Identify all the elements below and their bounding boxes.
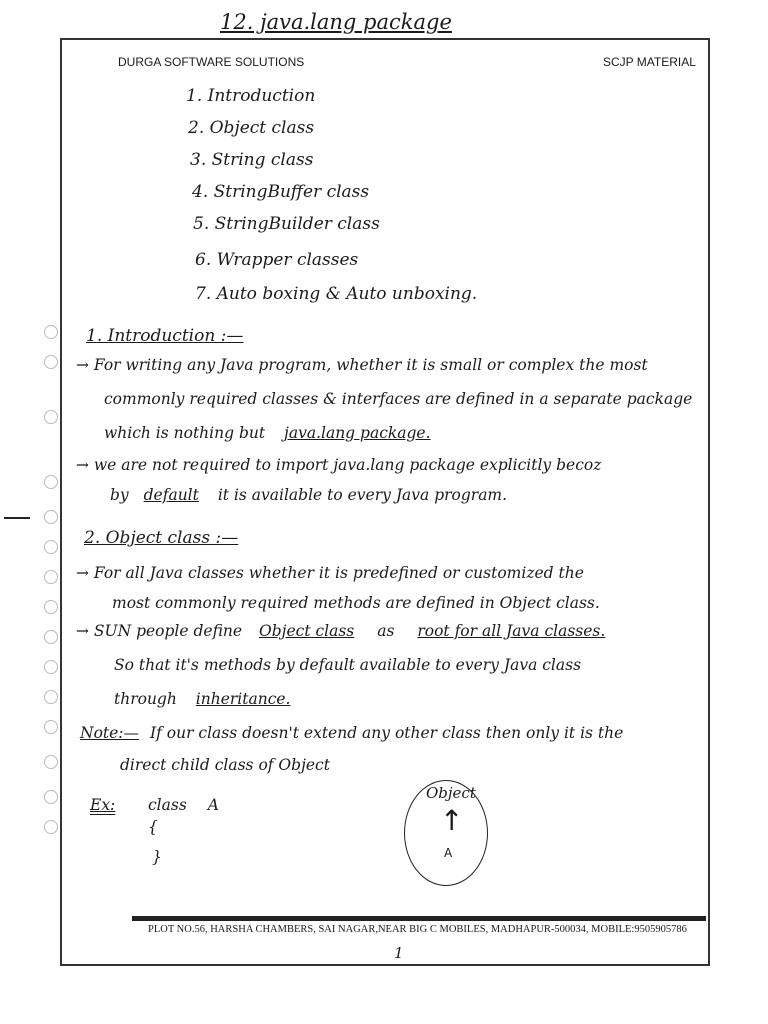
note-line bbox=[80, 724, 623, 742]
object-emphasis: Object class bbox=[259, 622, 355, 640]
toc-item-wrapper-classes: 6. Wrapper classes bbox=[195, 250, 359, 270]
diagram-object-label: Object bbox=[426, 784, 476, 802]
toc-item-string-class: 3. String class bbox=[190, 150, 314, 170]
margin-mark bbox=[4, 517, 30, 519]
toc-item-stringbuilder-class: 5. StringBuilder class bbox=[193, 214, 380, 234]
chapter-title: 12. java.lang package bbox=[220, 10, 452, 34]
note-label: Note:— bbox=[80, 724, 140, 742]
object-line: → For all Java classes whether it is predefined or customized the bbox=[76, 564, 584, 582]
object-emphasis: inheritance. bbox=[195, 690, 291, 708]
toc-item-object-class: 2. Object class bbox=[188, 118, 315, 138]
header-material: SCJP MATERIAL bbox=[603, 55, 696, 69]
object-line bbox=[76, 622, 605, 640]
toc-item-autoboxing: 7. Auto boxing & Auto unboxing. bbox=[195, 284, 478, 304]
intro-text: it is available to every Java program. bbox=[217, 486, 508, 504]
intro-line: → we are not required to import java.lang package explicitly becoz bbox=[76, 456, 602, 474]
footer-rule bbox=[132, 916, 706, 921]
footer-address: PLOT NO.56, HARSHA CHAMBERS, SAI NAGAR,NEAR BIG C MOBILES, MADHAPUR-500034, MOBILE:9505905786 bbox=[148, 924, 687, 935]
object-text: as bbox=[377, 622, 395, 640]
page-number: 1 bbox=[394, 944, 404, 962]
section-heading-object-class: 2. Object class :— bbox=[84, 528, 239, 548]
header-company: DURGA SOFTWARE SOLUTIONS bbox=[118, 55, 305, 69]
object-line bbox=[114, 690, 290, 708]
intro-text: by bbox=[110, 486, 129, 504]
object-line: most commonly required methods are defined in Object class. bbox=[112, 594, 600, 612]
object-text: → SUN people define bbox=[76, 622, 243, 640]
example-label: Ex: bbox=[90, 796, 116, 814]
example-code-line: } bbox=[152, 848, 162, 866]
note-text: If our class doesn't extend any other class then only it is the bbox=[149, 724, 624, 742]
note-line: direct child class of Object bbox=[120, 756, 330, 774]
intro-line bbox=[104, 424, 431, 442]
diagram-a-label: A bbox=[444, 846, 453, 860]
intro-line: commonly required classes & interfaces are defined in a separate package bbox=[104, 390, 693, 408]
section-heading-introduction: 1. Introduction :— bbox=[86, 326, 244, 346]
intro-line bbox=[110, 486, 507, 504]
intro-text: which is nothing but bbox=[104, 424, 266, 442]
object-text: through bbox=[114, 690, 177, 708]
intro-emphasis: java.lang package. bbox=[284, 424, 431, 442]
toc-item-stringbuffer-class: 4. StringBuffer class bbox=[192, 182, 370, 202]
toc-item-introduction: 1. Introduction bbox=[186, 86, 316, 106]
arrow-up-icon: ↑ bbox=[440, 804, 464, 837]
example-code-line: class A bbox=[148, 796, 219, 814]
intro-line: → For writing any Java program, whether it is small or complex the most bbox=[76, 356, 648, 374]
example-code-line: { bbox=[148, 818, 158, 836]
object-line: So that it's methods by default available to every Java class bbox=[114, 656, 582, 674]
object-emphasis: root for all Java classes. bbox=[417, 622, 606, 640]
intro-emphasis: default bbox=[143, 486, 199, 504]
